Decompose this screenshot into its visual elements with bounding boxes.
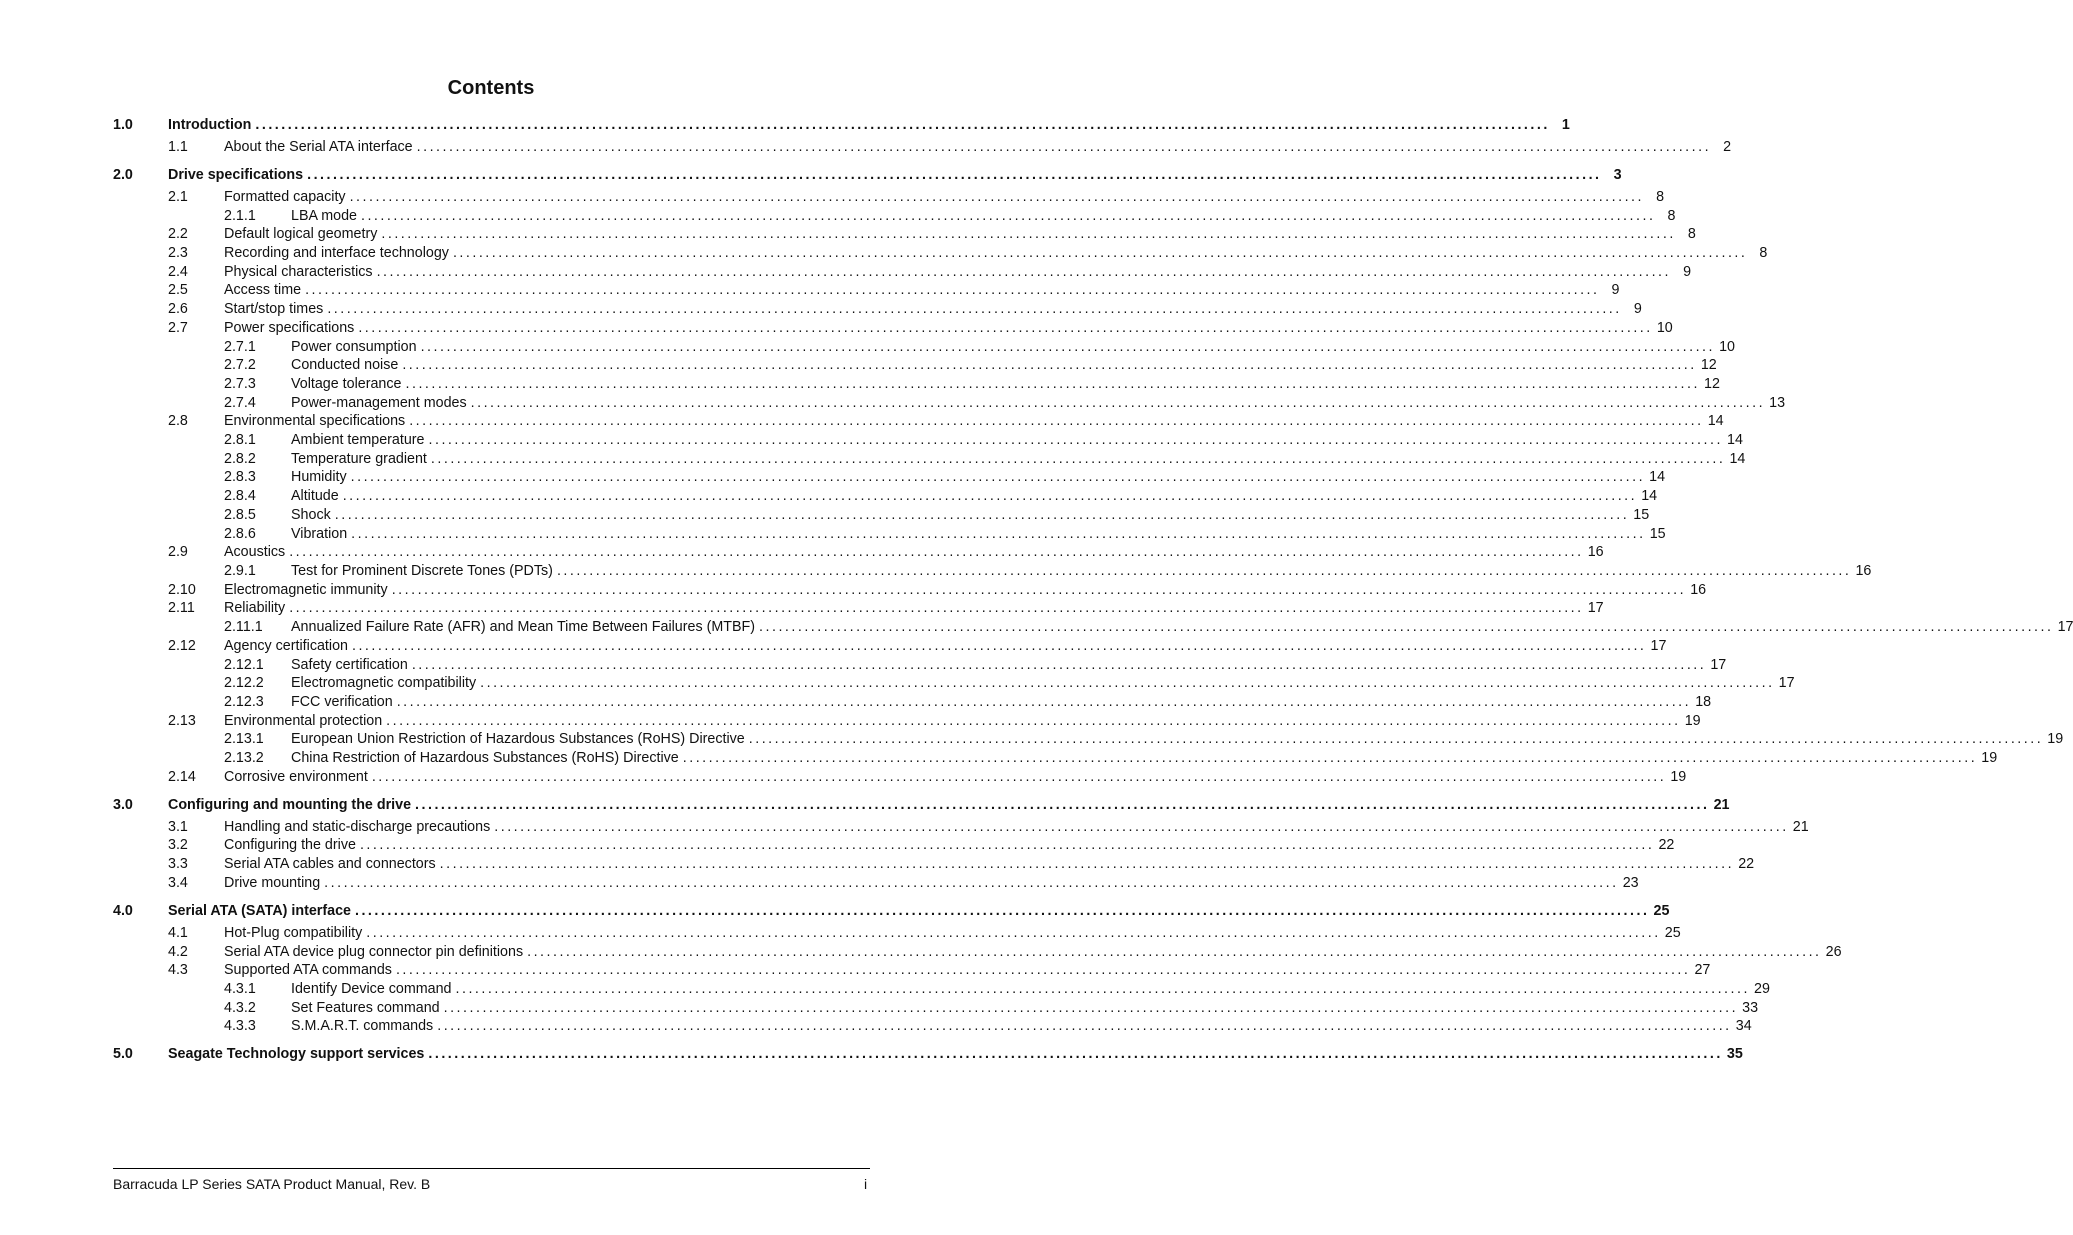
dot-leader: ........................................................................................................................................................................................................ bbox=[409, 413, 1704, 429]
dot-leader: ........................................................................................................................................................................................................ bbox=[443, 1000, 1739, 1016]
toc-entry-number: 4.2 bbox=[168, 944, 188, 960]
toc-entry-page: 19 bbox=[2047, 731, 2064, 747]
toc-entry-title[interactable]: S.M.A.R.T. commands bbox=[291, 1017, 437, 1035]
toc-entry[interactable] bbox=[0, 656, 1727, 674]
toc-entry-title[interactable]: Serial ATA (SATA) interface bbox=[168, 902, 355, 920]
toc-entry-page: 8 bbox=[1687, 226, 1696, 242]
dot-leader: ........................................................................................................................................................................................................ bbox=[527, 944, 1822, 960]
toc-entry-page: 9 bbox=[1683, 264, 1692, 280]
dot-leader: ........................................................................................................................................................................................................ bbox=[351, 526, 1646, 542]
toc-entry-page: 16 bbox=[1690, 582, 1707, 598]
toc-entry-title[interactable]: Electromagnetic compatibility bbox=[291, 674, 480, 692]
toc-entry-page: 23 bbox=[1622, 875, 1639, 891]
toc-entry-number: 2.11 bbox=[168, 600, 195, 616]
toc-entry[interactable] bbox=[0, 599, 1604, 617]
toc-entry[interactable] bbox=[0, 300, 1642, 318]
toc-entry-number: 2.3 bbox=[168, 245, 188, 261]
toc-entry[interactable] bbox=[0, 902, 1670, 920]
dot-leader: ........................................................................................................................................................................................................ bbox=[289, 544, 1584, 560]
dot-leader: ........................................................................................................................................................................................................ bbox=[494, 819, 1789, 835]
dot-leader: ........................................................................................................................................................................................................ bbox=[556, 563, 1852, 579]
toc-entry[interactable] bbox=[0, 281, 1620, 299]
dot-leader: ........................................................................................................................................................................................................ bbox=[402, 357, 1697, 373]
toc-entry-title[interactable]: Set Features command bbox=[291, 999, 444, 1017]
toc-entry[interactable] bbox=[0, 319, 1673, 337]
toc-entry[interactable] bbox=[0, 749, 1998, 767]
toc-entry[interactable] bbox=[0, 943, 1842, 961]
toc-entry-page: 15 bbox=[1633, 507, 1650, 523]
toc-entry-title[interactable]: Humidity bbox=[291, 468, 351, 486]
dot-leader: ........................................................................................................................................................................................................ bbox=[255, 117, 1550, 133]
toc-entry-title[interactable]: Power consumption bbox=[291, 338, 421, 356]
toc-entry-title[interactable]: Formatted capacity bbox=[224, 188, 350, 206]
toc-entry-title[interactable]: About the Serial ATA interface bbox=[224, 138, 417, 156]
toc-entry-page: 17 bbox=[1650, 638, 1667, 654]
dot-leader: ........................................................................................................................................................................................................ bbox=[391, 582, 1687, 598]
toc-entry-number: 2.12 bbox=[168, 638, 196, 654]
toc-entry-title[interactable]: Drive specifications bbox=[168, 166, 307, 184]
toc-entry-page: 19 bbox=[1684, 713, 1701, 729]
toc-entry-number: 1.1 bbox=[168, 139, 188, 155]
toc-entry-title[interactable]: LBA mode bbox=[291, 207, 361, 225]
dot-leader: ........................................................................................................................................................................................................ bbox=[470, 395, 1766, 411]
toc-entry[interactable] bbox=[0, 674, 1795, 692]
toc-entry-title[interactable]: Shock bbox=[291, 506, 335, 524]
toc-entry[interactable] bbox=[0, 356, 1717, 374]
toc-entry-number: 2.9.1 bbox=[224, 563, 256, 579]
toc-entry-number: 2.13.2 bbox=[224, 750, 264, 766]
toc-entry[interactable] bbox=[0, 116, 1570, 134]
toc-entry-title[interactable]: FCC verification bbox=[291, 693, 397, 711]
toc-entry-number: 2.12.2 bbox=[224, 675, 264, 691]
dot-leader: ........................................................................................................................................................................................................ bbox=[416, 139, 1712, 155]
toc-entry-page: 22 bbox=[1738, 856, 1755, 872]
toc-entry-number: 2.7.2 bbox=[224, 357, 256, 373]
toc-entry-title[interactable]: Handling and static-discharge precautions bbox=[224, 818, 494, 836]
toc-entry-title[interactable]: Serial ATA device plug connector pin definitions bbox=[224, 943, 527, 961]
toc-entry[interactable] bbox=[0, 562, 1872, 580]
dot-leader: ........................................................................................................................................................................................................ bbox=[342, 488, 1638, 504]
toc-entry-title[interactable]: Identify Device command bbox=[291, 980, 456, 998]
toc-entry[interactable] bbox=[0, 637, 1667, 655]
toc-entry[interactable] bbox=[0, 412, 1724, 430]
toc-entry[interactable] bbox=[0, 487, 1658, 505]
toc-entry-page: 16 bbox=[1855, 563, 1872, 579]
toc-entry-title[interactable]: Seagate Technology support services bbox=[168, 1045, 428, 1063]
toc-entry[interactable] bbox=[0, 730, 2064, 748]
toc-entry-number: 2.7 bbox=[168, 320, 188, 336]
toc-entry-title[interactable]: European Union Restriction of Hazardous Substances (RoHS) Directive bbox=[291, 730, 749, 748]
toc-entry-title[interactable]: Reliability bbox=[224, 599, 289, 617]
toc-entry-page: 8 bbox=[1759, 245, 1768, 261]
toc-entry-page: 14 bbox=[1641, 488, 1658, 504]
dot-leader: ........................................................................................................................................................................................................ bbox=[405, 376, 1700, 392]
toc-entry-page: 1 bbox=[1561, 117, 1570, 133]
toc-entry-page: 17 bbox=[1587, 600, 1604, 616]
toc-entry[interactable] bbox=[0, 924, 1681, 942]
dot-leader: ........................................................................................................................................................................................................ bbox=[307, 167, 1602, 183]
toc-entry-page: 25 bbox=[1653, 903, 1670, 919]
toc-entry[interactable] bbox=[0, 543, 1604, 561]
toc-entry[interactable] bbox=[0, 431, 1743, 449]
dot-leader: ........................................................................................................................................................................................................ bbox=[682, 750, 1978, 766]
toc-entry-number: 2.12.3 bbox=[224, 694, 264, 710]
toc-entry-title[interactable]: Acoustics bbox=[224, 543, 289, 561]
dot-leader: ........................................................................................................................................................................................................ bbox=[371, 769, 1667, 785]
toc-entry-number: 2.7.4 bbox=[224, 395, 256, 411]
toc-entry-title[interactable]: Hot-Plug compatibility bbox=[224, 924, 366, 942]
toc-entry-page: 14 bbox=[1649, 469, 1666, 485]
toc-entry-title[interactable]: Agency certification bbox=[224, 637, 352, 655]
toc-entry-title[interactable]: Environmental specifications bbox=[224, 412, 409, 430]
dot-leader: ........................................................................................................................................................................................................ bbox=[439, 856, 1735, 872]
toc-entry[interactable] bbox=[0, 468, 1666, 486]
toc-entry[interactable] bbox=[0, 394, 1786, 412]
toc-entry-page: 8 bbox=[1667, 208, 1676, 224]
dot-leader: ........................................................................................................................................................................................................ bbox=[396, 694, 1692, 710]
toc-entry-title[interactable]: Vibration bbox=[291, 525, 351, 543]
toc-entry-page: 14 bbox=[1727, 432, 1743, 448]
toc-entry-page: 19 bbox=[1670, 769, 1687, 785]
toc-entry[interactable] bbox=[0, 712, 1701, 730]
toc-entry-page: 17 bbox=[2057, 619, 2073, 635]
toc-entry[interactable] bbox=[0, 1045, 1743, 1063]
toc-entry[interactable] bbox=[0, 263, 1692, 281]
toc-entry-page: 26 bbox=[1825, 944, 1842, 960]
toc-entry-number: 2.10 bbox=[168, 582, 196, 598]
dot-leader: ........................................................................................................................................................................................................ bbox=[381, 226, 1676, 242]
toc-entry-page: 8 bbox=[1656, 189, 1665, 205]
toc-entry-number: 5.0 bbox=[113, 1046, 133, 1062]
dot-leader: ........................................................................................................................................................................................................ bbox=[395, 962, 1691, 978]
toc-entry-number: 2.12.1 bbox=[224, 657, 264, 673]
toc-entry-number: 2.7.1 bbox=[224, 339, 256, 355]
toc-entry[interactable] bbox=[0, 188, 1665, 206]
toc-entry-number: 3.3 bbox=[168, 856, 188, 872]
toc-entry-title[interactable]: Annualized Failure Rate (AFR) and Mean Time Between Failures (MTBF) bbox=[291, 618, 759, 636]
toc-entry[interactable] bbox=[0, 506, 1650, 524]
dot-leader: ........................................................................................................................................................................................................ bbox=[428, 432, 1723, 448]
toc-entry-page: 12 bbox=[1700, 357, 1717, 373]
dot-leader: ........................................................................................................................................................................................................ bbox=[358, 320, 1653, 336]
toc-entry-page: 19 bbox=[1981, 750, 1998, 766]
toc-entry-title[interactable]: Default logical geometry bbox=[224, 225, 381, 243]
toc-entry-page: 27 bbox=[1694, 962, 1711, 978]
toc-entry-number: 2.14 bbox=[168, 769, 196, 785]
dot-leader: ........................................................................................................................................................................................................ bbox=[327, 301, 1622, 317]
toc-entry-page: 14 bbox=[1729, 451, 1746, 467]
toc-entry-title[interactable]: Conducted noise bbox=[291, 356, 402, 374]
dot-leader: ........................................................................................................................................................................................................ bbox=[411, 657, 1707, 673]
toc-entry-title[interactable]: Supported ATA commands bbox=[224, 961, 396, 979]
toc-entry-number: 4.0 bbox=[113, 903, 133, 919]
toc-entry-title[interactable]: Access time bbox=[224, 281, 305, 299]
toc-entry[interactable] bbox=[0, 375, 1720, 393]
toc-entry[interactable] bbox=[0, 225, 1696, 243]
toc-entry-title[interactable]: Test for Prominent Discrete Tones (PDTs) bbox=[291, 562, 557, 580]
toc-entry-title[interactable]: Safety certification bbox=[291, 656, 412, 674]
toc-entry[interactable] bbox=[0, 207, 1676, 225]
toc-entry-number: 2.8.4 bbox=[224, 488, 256, 504]
toc-entry-page: 17 bbox=[1710, 657, 1727, 673]
dot-leader: ........................................................................................................................................................................................................ bbox=[430, 451, 1726, 467]
toc-entry-number: 3.2 bbox=[168, 837, 188, 853]
footer-divider bbox=[113, 1168, 870, 1169]
toc-entry[interactable] bbox=[0, 525, 1666, 543]
dot-leader: ........................................................................................................................................................................................................ bbox=[748, 731, 2044, 747]
toc-entry[interactable] bbox=[0, 618, 2073, 636]
toc-entry-number: 2.2 bbox=[168, 226, 188, 242]
toc-entry-number: 4.1 bbox=[168, 925, 188, 941]
toc-entry-number: 2.8.1 bbox=[224, 432, 256, 448]
toc-entry-title[interactable]: Power specifications bbox=[224, 319, 358, 337]
toc-entry-page: 21 bbox=[1792, 819, 1809, 835]
dot-leader: ........................................................................................................................................................................................................ bbox=[376, 264, 1672, 280]
toc-entry-title[interactable]: Drive mounting bbox=[224, 874, 324, 892]
toc-entry-title[interactable]: Introduction bbox=[168, 116, 255, 134]
dot-leader: ........................................................................................................................................................................................................ bbox=[480, 675, 1775, 691]
dot-leader: ........................................................................................................................................................................................................ bbox=[324, 875, 1619, 891]
toc-entry-page: 29 bbox=[1754, 981, 1770, 997]
toc-entry[interactable] bbox=[0, 693, 1712, 711]
toc-entry-page: 13 bbox=[1769, 395, 1786, 411]
toc-entry-title[interactable]: Configuring and mounting the drive bbox=[168, 796, 415, 814]
toc-entry-page: 14 bbox=[1707, 413, 1724, 429]
dot-leader: ........................................................................................................................................................................................................ bbox=[350, 469, 1646, 485]
toc-entry-number: 2.5 bbox=[168, 282, 188, 298]
toc-entry-page: 10 bbox=[1656, 320, 1673, 336]
toc-entry-page: 18 bbox=[1695, 694, 1712, 710]
toc-entry-page: 9 bbox=[1611, 282, 1620, 298]
dot-leader: ........................................................................................................................................................................................................ bbox=[420, 339, 1715, 355]
toc-entry-page: 2 bbox=[1723, 139, 1732, 155]
toc-entry-number: 2.1.1 bbox=[224, 208, 256, 224]
dot-leader: ........................................................................................................................................................................................................ bbox=[360, 208, 1656, 224]
dot-leader: ........................................................................................................................................................................................................ bbox=[455, 981, 1750, 997]
toc-entry-number: 4.3.1 bbox=[224, 981, 256, 997]
toc-entry-number: 3.4 bbox=[168, 875, 188, 891]
toc-entry-number: 2.9 bbox=[168, 544, 188, 560]
toc-entry-number: 2.8.3 bbox=[224, 469, 256, 485]
toc-entry-number: 4.3.3 bbox=[224, 1018, 256, 1034]
toc-entry-page: 3 bbox=[1613, 167, 1622, 183]
dot-leader: ........................................................................................................................................................................................................ bbox=[759, 619, 2054, 635]
toc-entry-page: 10 bbox=[1719, 339, 1735, 355]
toc-entry-title[interactable]: Corrosive environment bbox=[224, 768, 372, 786]
dot-leader: ........................................................................................................................................................................................................ bbox=[351, 638, 1647, 654]
toc-entry[interactable] bbox=[0, 1017, 1752, 1035]
toc-entry-number: 2.6 bbox=[168, 301, 188, 317]
toc-entry[interactable] bbox=[0, 450, 1746, 468]
toc-entry-title[interactable]: Altitude bbox=[291, 487, 343, 505]
toc-entry-page: 15 bbox=[1649, 526, 1666, 542]
dot-leader: ........................................................................................................................................................................................................ bbox=[354, 903, 1650, 919]
dot-leader: ........................................................................................................................................................................................................ bbox=[366, 925, 1661, 941]
toc-entry-number: 2.8.6 bbox=[224, 526, 256, 542]
toc-entry-title[interactable]: Serial ATA cables and connectors bbox=[224, 855, 440, 873]
toc-entry[interactable] bbox=[0, 961, 1711, 979]
toc-entry-number: 2.8 bbox=[168, 413, 188, 429]
toc-entry-title[interactable]: Environmental protection bbox=[224, 712, 386, 730]
toc-entry-title[interactable]: Recording and interface technology bbox=[224, 244, 453, 262]
toc-entry-number: 2.13 bbox=[168, 713, 196, 729]
toc-entry-title[interactable]: Configuring the drive bbox=[224, 836, 360, 854]
toc-entry-number: 2.8.2 bbox=[224, 451, 256, 467]
toc-entry[interactable] bbox=[0, 244, 1768, 262]
toc-entry[interactable] bbox=[0, 796, 1730, 814]
toc-entry-title[interactable]: Start/stop times bbox=[224, 300, 327, 318]
footer-document-title: Barracuda LP Series SATA Product Manual, Rev. B bbox=[113, 1176, 431, 1192]
toc-entry-title[interactable]: Power-management modes bbox=[291, 394, 471, 412]
toc-entry-page: 21 bbox=[1713, 797, 1730, 813]
footer-page-number: i bbox=[864, 1176, 868, 1192]
toc-entry-number: 2.8.5 bbox=[224, 507, 256, 523]
toc-entry-page: 33 bbox=[1742, 1000, 1759, 1016]
toc-entry-page: 16 bbox=[1587, 544, 1604, 560]
dot-leader: ........................................................................................................................................................................................................ bbox=[437, 1018, 1732, 1034]
toc-entry[interactable] bbox=[0, 836, 1675, 854]
toc-entry-page: 9 bbox=[1633, 301, 1642, 317]
toc-entry[interactable] bbox=[0, 874, 1639, 892]
toc-entry-number: 3.0 bbox=[113, 797, 133, 813]
page-title: Contents bbox=[447, 77, 535, 99]
toc-entry[interactable] bbox=[0, 338, 1735, 356]
toc-entry-page: 17 bbox=[1778, 675, 1795, 691]
dot-leader: ........................................................................................................................................................................................................ bbox=[386, 713, 1681, 729]
toc-entry-title[interactable]: Electromagnetic immunity bbox=[224, 581, 392, 599]
toc-entry-title[interactable]: China Restriction of Hazardous Substances (RoHS) Directive bbox=[291, 749, 683, 767]
dot-leader: ........................................................................................................................................................................................................ bbox=[305, 282, 1600, 298]
toc-entry-number: 2.13.1 bbox=[224, 731, 264, 747]
dot-leader: ........................................................................................................................................................................................................ bbox=[415, 797, 1710, 813]
dot-leader: ........................................................................................................................................................................................................ bbox=[428, 1046, 1723, 1062]
toc-entry-number: 3.1 bbox=[168, 819, 188, 835]
toc-entry-number: 2.11.1 bbox=[224, 619, 263, 635]
toc-entry-number: 1.0 bbox=[113, 117, 133, 133]
toc-entry[interactable] bbox=[0, 581, 1707, 599]
toc-entry-number: 2.0 bbox=[113, 167, 133, 183]
toc-entry[interactable] bbox=[0, 855, 1755, 873]
toc-entry-number: 2.1 bbox=[168, 189, 188, 205]
toc-entry-page: 34 bbox=[1735, 1018, 1752, 1034]
toc-entry-number: 2.4 bbox=[168, 264, 188, 280]
toc-entry-page: 12 bbox=[1704, 376, 1720, 392]
dot-leader: ........................................................................................................................................................................................................ bbox=[289, 600, 1584, 616]
dot-leader: ........................................................................................................................................................................................................ bbox=[349, 189, 1645, 205]
toc-entry-number: 2.7.3 bbox=[224, 376, 256, 392]
toc-entry-title[interactable]: Ambient temperature bbox=[291, 431, 429, 449]
toc-entry-number: 4.3.2 bbox=[224, 1000, 256, 1016]
dot-leader: ........................................................................................................................................................................................................ bbox=[452, 245, 1748, 261]
toc-entry-page: 25 bbox=[1664, 925, 1681, 941]
toc-entry[interactable] bbox=[0, 818, 1809, 836]
toc-entry-number: 4.3 bbox=[168, 962, 188, 978]
toc-entry[interactable] bbox=[0, 980, 1770, 998]
toc-entry[interactable] bbox=[0, 999, 1759, 1017]
toc-entry[interactable] bbox=[0, 138, 1732, 156]
toc-entry-title[interactable]: Physical characteristics bbox=[224, 263, 377, 281]
dot-leader: ........................................................................................................................................................................................................ bbox=[334, 507, 1630, 523]
dot-leader: ........................................................................................................................................................................................................ bbox=[359, 837, 1655, 853]
toc-entry-page: 22 bbox=[1658, 837, 1675, 853]
toc-entry-title[interactable]: Temperature gradient bbox=[291, 450, 431, 468]
toc-entry-page: 35 bbox=[1726, 1046, 1743, 1062]
toc-entry[interactable] bbox=[0, 768, 1687, 786]
toc-entry-title[interactable]: Voltage tolerance bbox=[291, 375, 406, 393]
toc-entry[interactable] bbox=[0, 166, 1622, 184]
